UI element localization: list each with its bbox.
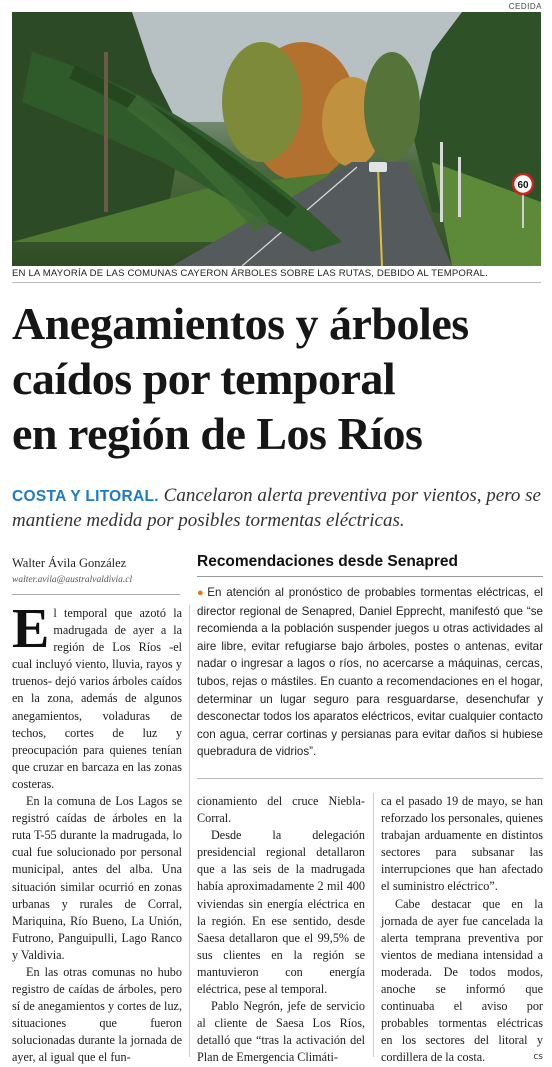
bullet-icon: ● — [197, 587, 206, 599]
fallen-trees-illustration — [12, 12, 541, 266]
article-column-3 — [381, 793, 543, 1067]
headline — [12, 296, 552, 461]
article-column-1 — [12, 598, 182, 1067]
headline-line-3: en región de Los Ríos — [12, 408, 423, 459]
caption-divider — [12, 282, 541, 283]
sidebar-text: En atención al pronóstico de probables tormentas eléctricas, el director regional de Senapred, Daniel Epprecht, manifestó que “se recomienda a la población suspender juegos u otras actividades al aire libre, evitar refugiarse bajo árboles, postes o antenas, evitar nadar o ingresar a lagos o ríos, no acercarse a máquinas, cercas, tubos, rejas o mástiles. En cuanto a recomendaciones en el hogar, determinar un lugar seguro para resguardarse, desenchufar y desconectar todos los aparatos eléctricos, evitar cualquier contacto con agua, cerrar cortinas y persianas para evitar daños si hubiese quebradura de vidrios”. — [197, 586, 543, 759]
column-divider — [189, 605, 190, 1057]
paragraph: Cabe destacar que en la jornada de ayer fue cancelada la alerta temprana preventiva por vientos de mediana intensidad a moderada. De todos modos, anoche se informó que continuaba el aviso por probables tormentas eléctricas en los sectores del litoral y cordillera de la costa. cs — [381, 896, 543, 1067]
paragraph: En las otras comunas no hubo registro de caídas de árboles, pero sí de anegamientos y cortes de luz, situaciones que fueron solucionadas durante la jornada de ayer, al igual que el fun- — [12, 964, 182, 1065]
paragraph: El temporal que azotó la madrugada de ayer a la región de Los Ríos -el cual incluyó viento, lluvia, rayos y truenos- dejó varios árboles caídos en la zona, además de algunos anegamientos, voladuras de techos, cortes de luz y preocupación para quienes tenían que cruzar en barcaza en las zonas costeras. — [12, 598, 182, 791]
sidebar-body — [197, 584, 543, 761]
photo-credit: CEDIDA — [508, 2, 542, 11]
drop-cap: E — [12, 598, 50, 660]
byline-email[interactable]: walter.avila@australvaldivia.cl — [12, 575, 133, 585]
headline-line-1: Anegamientos y árboles — [12, 298, 469, 349]
storm-photo — [12, 12, 541, 266]
photo-caption: EN LA MAYORÍA DE LAS COMUNAS CAYERON ÁRBOLES SOBRE LAS RUTAS, DEBIDO AL TEMPORAL. — [12, 268, 488, 279]
paragraph: Pablo Negrón, jefe de servicio al cliente de Saesa Los Ríos, detalló que “tras la activación del Plan de Emergencia Climáti- — [197, 999, 365, 1065]
article-column-2 — [197, 793, 365, 1067]
headline-line-2: caídos por temporal — [12, 353, 396, 404]
column-divider — [373, 793, 374, 1057]
byline-author: Walter Ávila González — [12, 556, 127, 570]
subheadline — [12, 484, 552, 533]
end-mark-icon: cs — [533, 1052, 543, 1063]
sidebar-divider — [197, 576, 543, 577]
paragraph: ca el pasado 19 de mayo, se han reforzado los personales, quienes trabajan arduamente en distintos sectores para subsanar las interrupciones que han afectado el suministro eléctrico”. — [381, 794, 543, 894]
byline-divider — [12, 594, 180, 595]
speed-sign-label: 60 — [517, 180, 529, 191]
paragraph: En la comuna de Los Lagos se registró caídas de árboles en la ruta T-55 durante la madrugada, lo cual fue solucionado por personal municipal, antes del alba. Una situación similar ocurrió en zonas urbanas y rurales de Corral, Mariquina, Río Bueno, La Unión, Futrono, Panguipulli, Lago Ranco y Valdivia. — [12, 794, 182, 962]
section-kicker: COSTA Y LITORAL. — [12, 488, 159, 505]
paragraph: Desde la delegación presidencial regional detallaron que a las seis de la madrugada había aproximadamente 2 mil 400 viviendas sin energía eléctrica en la región. En ese sentido, desde Saesa detallaron que el 99,5% de sus clientes en la región se mantuvieron con energía eléctrica, pese al temporal. — [197, 828, 365, 997]
sidebar-title: Recomendaciones desde Senapred — [197, 553, 459, 570]
subheadline-text: Cancelaron alerta preventiva por vientos, pero se mantiene medida por posibles tormentas eléctricas. — [12, 485, 541, 531]
sidebar-bottom-rule — [197, 778, 543, 779]
paragraph: cionamiento del cruce Niebla-Corral. — [197, 794, 365, 826]
